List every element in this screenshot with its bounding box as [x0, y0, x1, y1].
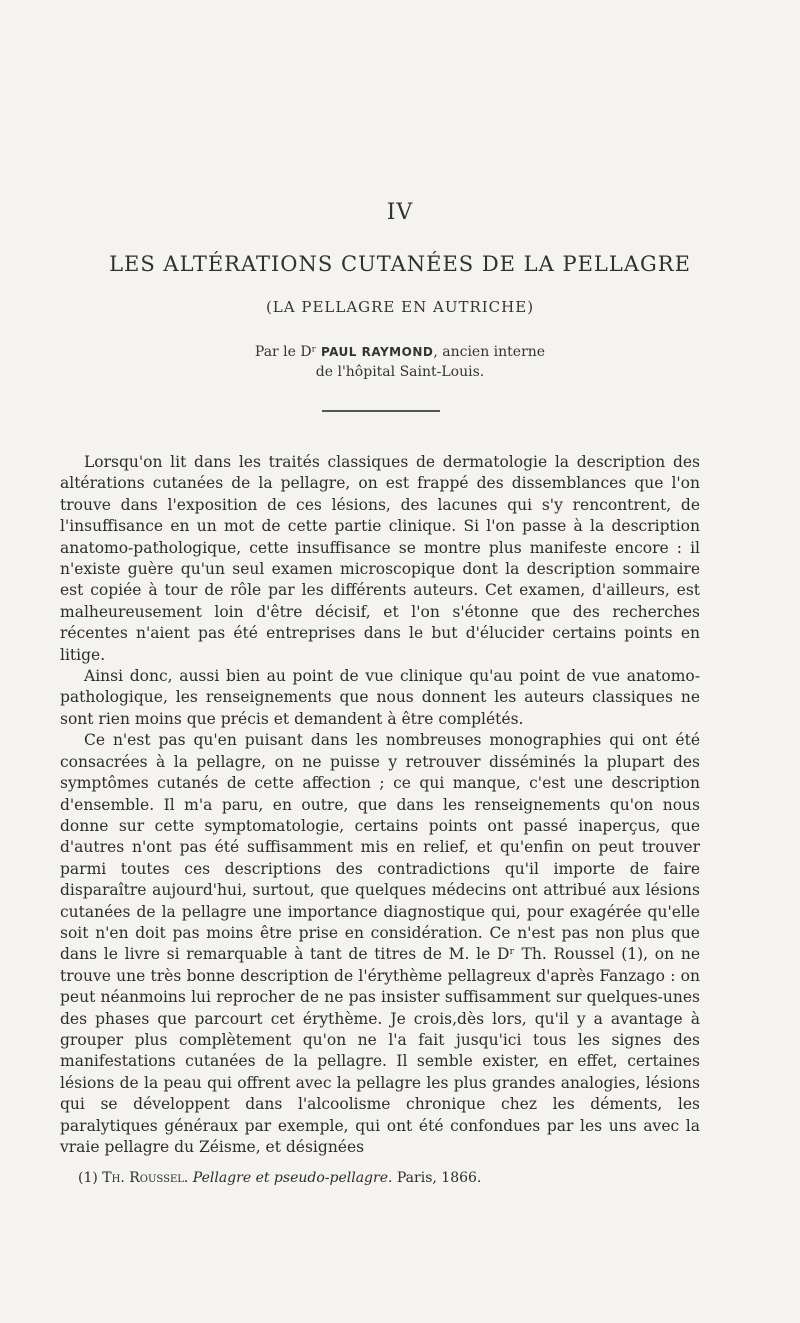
footnote-author: Th. Roussel.	[102, 1170, 189, 1186]
byline	[0, 342, 800, 382]
byline-line-1	[0, 342, 800, 362]
article-title: LES ALTÉRATIONS CUTANÉES DE LA PELLAGRE	[109, 252, 691, 276]
divider-rule	[322, 410, 440, 412]
paragraph-1: Lorsqu'on lit dans les traités classiques de dermatologie la description des altérations cutanées de la pellagre, on est frappé des dissemblances que l'on trouve dans l'exposition de ces lésions, des lacunes qui s'y rencontrent, de l'insuffisance en un mot de cette partie clinique. Si l'on passe à la description anatomo-pathologique, cette insuffisance se montre plus manifeste encore : il n'existe guère qu'un seul examen microscopique dont la description sommaire est copiée à tour de rôle par les différents auteurs. Cet examen, d'ailleurs, est malheureusement loin d'être décisif, et l'on s'étonne que des recherches récentes n'aient pas été entreprises dans le but d'élucider certains points en litige.	[60, 453, 700, 664]
footnote-work: Pellagre et pseudo-pellagre.	[192, 1170, 393, 1186]
body-text	[60, 452, 700, 1158]
footnote-rest: Paris, 1866.	[396, 1170, 482, 1186]
chapter-number: IV	[386, 200, 414, 225]
author-name: PAUL RAYMOND	[320, 345, 434, 359]
paragraph-3: Ce n'est pas qu'en puisant dans les nombreuses monographies qui ont été consacrées à la pellagre, on ne puisse y retrouver disséminés la plupart des symptômes cutanés de cette affection ; ce qui manque, c'est une description d'ensemble. Il m'a paru, en outre, que dans les renseignements qu'on nous donne sur cette symptomatologie, certains points ont passé inaperçus, que d'autres n'ont pas été suffisamment mis en relief, et qu'enfin on peut trouver parmi toutes ces descriptions des contradictions qu'il importe de faire disparaître aujourd'hui, surtout, que quelques médecins ont attribué aux lésions cutanées de la pellagre une importance diagnostique qui, pour exagérée qu'elle soit n'en doit pas moins être prise en considération. Ce n'est pas non plus que dans le livre si remarquable à tant de titres de M. le Dʳ Th. Roussel (1), on ne trouve une très bonne description de l'érythème pellagreux d'après Fanzago : on peut néanmoins lui reprocher de ne pas insister suffisamment sur quelques-unes des phases que parcourt cet érythème. Je crois,dès lors, qu'il y a avantage à grouper plus complètement qu'on ne l'a fait jusqu'ici tous les signes des manifestations cutanées de la pellagre. Il semble exister, en effet, certaines lésions de la peau qui offrent avec la pellagre les plus grandes analogies, lésions qui se développent dans l'alcoolisme chronique chez les déments, les paralytiques généraux par exemple, qui ont été confondues par les uns avec la vraie pellagre du Zéisme, et désignées	[60, 731, 700, 1156]
footnote	[78, 1170, 700, 1186]
paragraph-2: Ainsi donc, aussi bien au point de vue clinique qu'au point de vue anatomo-pathologique, les renseignements que nous donnent les auteurs classiques ne sont rien moins que précis et demandent à être complétés.	[60, 667, 700, 728]
byline-prefix: Par le Dʳ	[254, 344, 317, 360]
byline-suffix: , ancien interne	[433, 344, 546, 360]
footnote-marker: (1)	[78, 1170, 98, 1186]
article-subtitle: (LA PELLAGRE EN AUTRICHE)	[265, 298, 535, 316]
byline-line-2: de l'hôpital Saint-Louis.	[315, 364, 485, 380]
